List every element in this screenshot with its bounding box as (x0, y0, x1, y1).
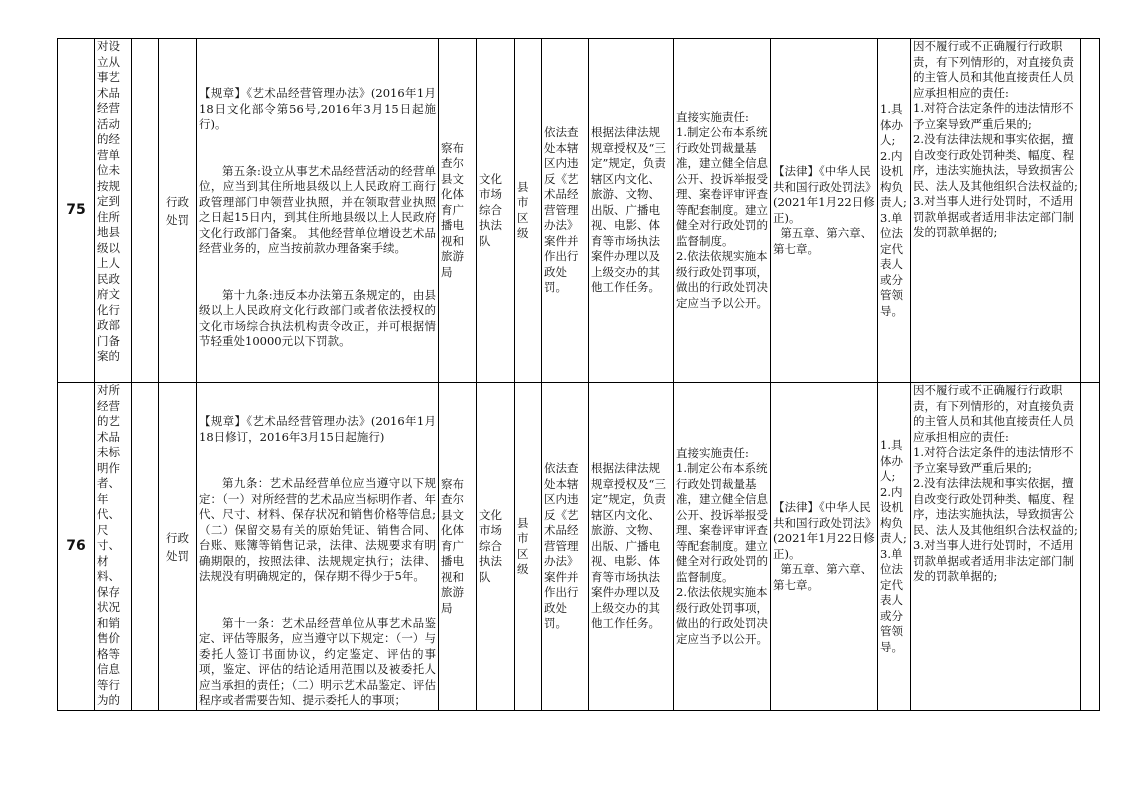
basis-head: 【规章】《艺术品经营管理办法》(2016年1月18日修订，2016年3月15日起施行) (199, 414, 436, 444)
implementing-org: 文化市场综合执法队 (477, 39, 515, 383)
law-basis: 【法律】《中华人民共和国行政处罚法》(2021年1月22日修正)。 第五章、第六章、第七章。 (771, 383, 878, 711)
law-basis: 【法律】《中华人民共和国行政处罚法》(2021年1月22日修正)。 第五章、第六章、第七章。 (771, 39, 878, 383)
basis-article-1: 第九条：艺术品经营单位应当遵守以下规定：（一）对所经营的艺术品应当标明作者、年代、尺寸、材料、保存状况和销售价格等信息;（二）保留交易有关的原始凭证、销售合同、台账、账簿等销售记录，法律、法规要求有明确期限的，按照法律、法规规定执行；法律、法规没有明确规定的，保存期不得少于5年。 (199, 476, 436, 583)
blank-cell (132, 383, 159, 711)
liability-clauses: 因不履行或不正确履行行政职责，有下列情形的，对直接负责的主管人员和其他直接责任人员应承担相应的责任: 1.对符合法定条件的违法情形不予立案导致严重后果的; 2.没有法律法规和事实依据，擅自改变行政处罚种类、幅度、程序，违法实施执法，导致损害公民、法人及其他组织合法权益的; 3.对当事人进行处罚时，不适用罚款单据或者适用非法定部门制发的罚款单据的; (913, 383, 1078, 583)
handling-content: 依法查处本辖区内违反《艺术品经营管理办法》案件并作出行政处罚。 (542, 383, 589, 711)
admin-level: 县市区级 (515, 383, 542, 711)
admin-level: 县市区级 (515, 39, 542, 383)
responsible-subject: 1.具体办人; 2.内设机构负责人; 3.单位法定代表人或分管领导。 (878, 39, 911, 383)
table-row (58, 383, 1100, 711)
power-type: 行政处罚 (159, 383, 197, 711)
basis-article-1: 第五条:设立从事艺术品经营活动的经营单位，应当到其住所地县级以上人民政府工商行政管理部门申领营业执照，并在领取营业执照之日起15日内，到其住所地县级以上人民政府文化行政部门备案。 其他经营单位增设艺术品经营业务的，应当按前款办理备案手续。 (199, 163, 436, 255)
remark-cell (1081, 39, 1100, 383)
responsibility-items: 直接实施责任: 1.制定公布本系统行政处罚裁量基准，建立健全信息公开、投诉举报受理、案卷评审评查等配套制度。建立健全对行政处罚的监督制度。 2.依法依规实施本级行政处罚事项，做出的行政处罚决定应当予以公开。 (674, 383, 771, 711)
basis-article-2: 第十九条:违反本办法第五条规定的，由县级以上人民政府文化行政部门或者依法授权的文化市场综合执法机构责令改正，并可根据情节轻重处10000元以下罚款。 (199, 287, 436, 348)
duty-division: 根据法律法规规章授权及“三定”规定，负责辖区内文化、旅游、文物、出版、广播电视、电影、体育等市场执法案件办理以及上级交办的其他工作任务。 (589, 39, 674, 383)
responsibility-table (57, 38, 1100, 711)
liability-clauses: 因不履行或不正确履行行政职责，有下列情形的，对直接负责的主管人员和其他直接责任人员应承担相应的责任: 1.对符合法定条件的违法情形不予立案导致严重后果的; 2.没有法律法规和事实依据，擅自改变行政处罚种类、幅度、程序，违法实施执法，导致损害公民、法人及其他组织合法权益的; 3.对当事人进行处罚时，不适用罚款单据或者适用非法定部门制发的罚款单据的; (913, 39, 1078, 239)
liability-cell (911, 383, 1081, 711)
blank-cell (132, 39, 159, 383)
remark-cell (1081, 383, 1100, 711)
item-name-cell (95, 383, 132, 711)
liability-cell (911, 39, 1081, 383)
basis-article-2: 第十一条：艺术品经营单位从事艺术品鉴定、评估等服务，应当遵守以下规定：（一）与委托人签订书面协议，约定鉴定、评估的事项，鉴定、评估的结论适用范围以及被委托人应当承担的责任；（二）明示艺术品鉴定、评估程序或者需要告知、提示委托人的事项； (199, 615, 436, 707)
table-row (58, 39, 1100, 383)
basis-head: 【规章】《艺术品经营管理办法》(2016年1月18日文化部令第56号,2016年3月15日起施行)。 (199, 86, 436, 131)
basis-cell (197, 39, 439, 383)
basis-cell (197, 383, 439, 711)
handling-content: 依法查处本辖区内违反《艺术品经营管理办法》案件并作出行政处罚。 (542, 39, 589, 383)
item-name: 对所经营的艺术品未标明作者、年代、尺寸、材料、保存状况和销售价格等信息等行为的 (97, 383, 120, 707)
responsibility-items: 直接实施责任: 1.制定公布本系统行政处罚裁量基准，建立健全信息公开、投诉举报受理、案卷评审评查等配套制度。建立健全对行政处罚的监督制度。 2.依法依规实施本级行政处罚事项，做出的行政处罚决定应当予以公开。 (674, 39, 771, 383)
implementing-dept: 察布查尔县文化体育广播电视和旅游局 (439, 383, 477, 711)
implementing-dept: 察布查尔县文化体育广播电视和旅游局 (439, 39, 477, 383)
row-number: 75 (58, 39, 95, 383)
responsibility-table-sheet (57, 38, 1100, 711)
row-number: 76 (58, 383, 95, 711)
item-name-cell (95, 39, 132, 383)
implementing-org: 文化市场综合执法队 (477, 383, 515, 711)
duty-division: 根据法律法规规章授权及“三定”规定，负责辖区内文化、旅游、文物、出版、广播电视、电影、体育等市场执法案件办理以及上级交办的其他工作任务。 (589, 383, 674, 711)
responsible-subject: 1.具体办人; 2.内设机构负责人; 3.单位法定代表人或分管领导。 (878, 383, 911, 711)
power-type: 行政处罚 (159, 39, 197, 383)
item-name: 对设立从事艺术品经营活动的经营单位未按规定到住所地县级以上人民政府文化行政部门备案的 (97, 39, 120, 363)
